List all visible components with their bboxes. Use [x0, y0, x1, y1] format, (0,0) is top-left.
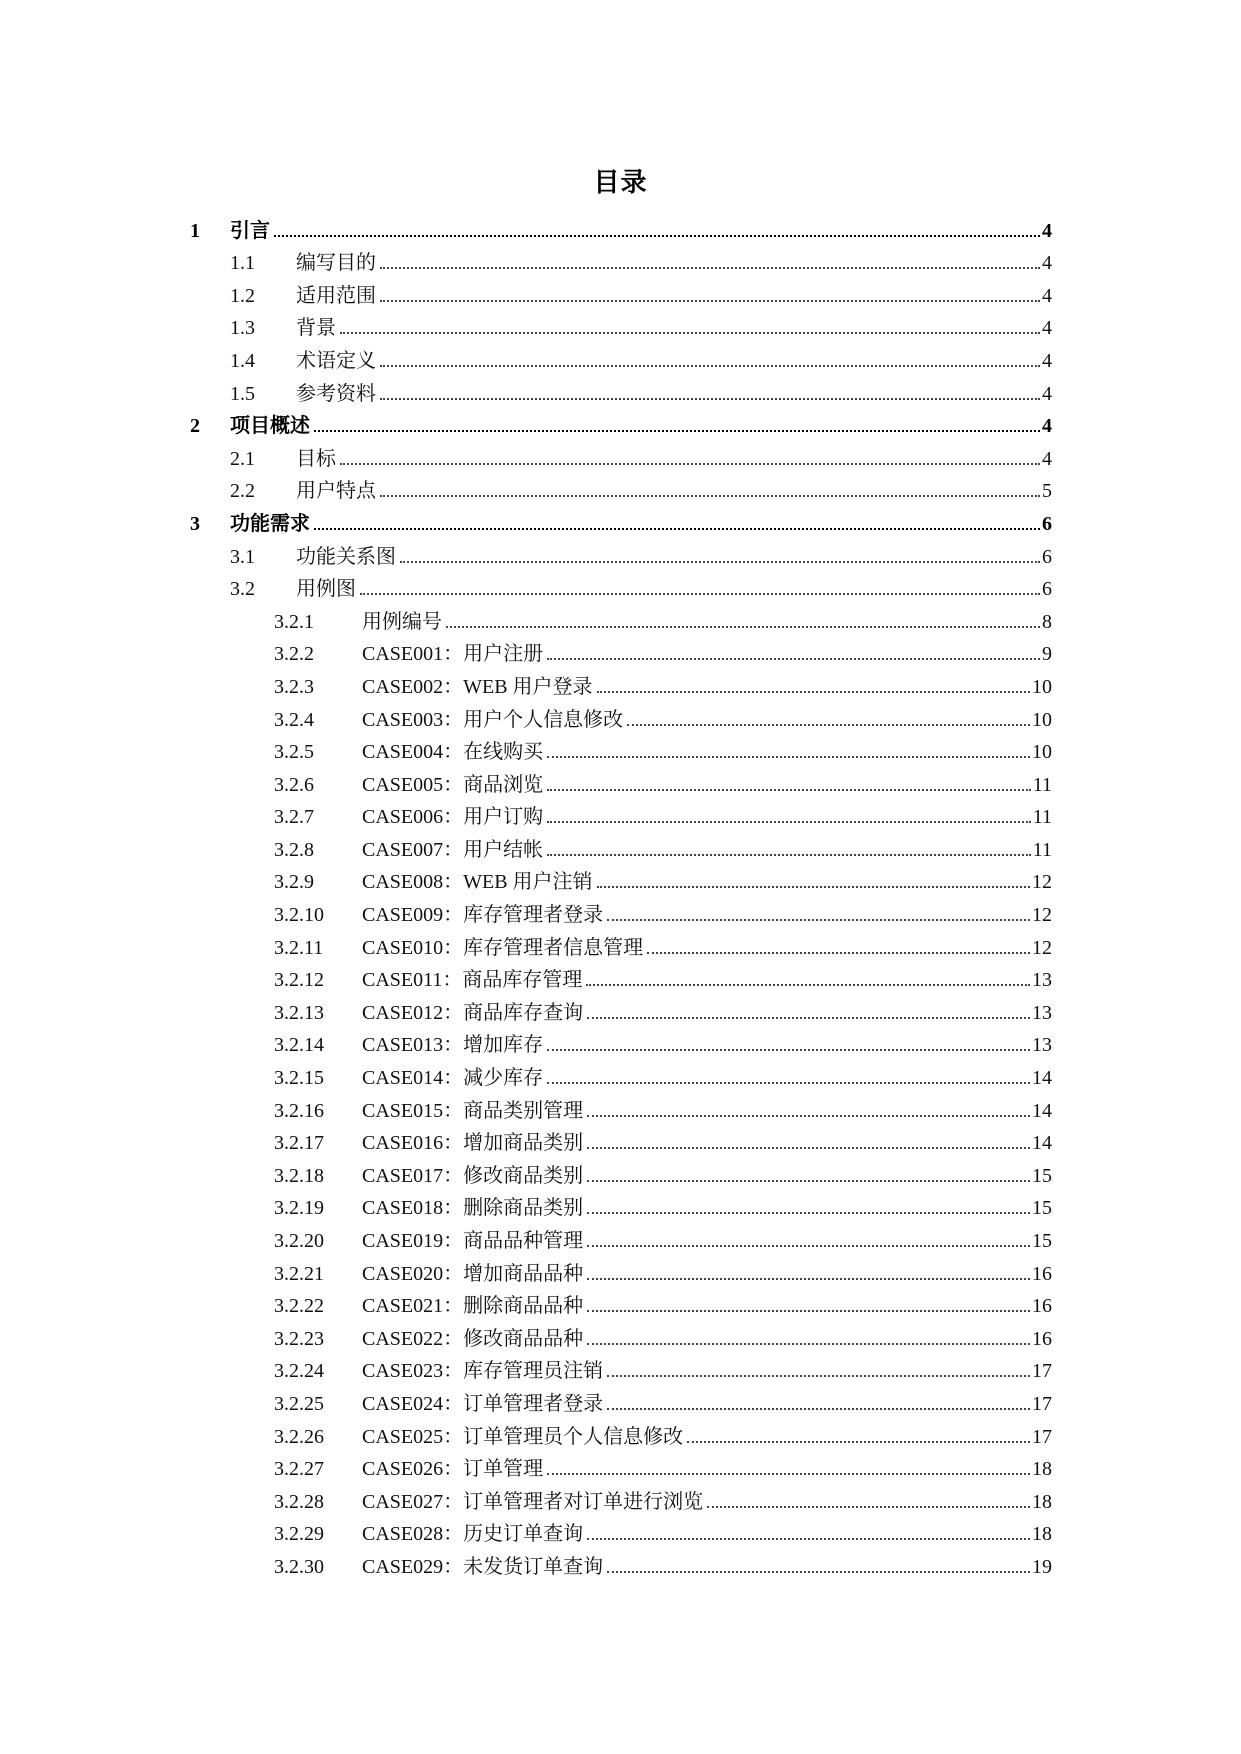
toc-entry-page-number: 4	[1042, 252, 1052, 275]
toc-dot-leader	[380, 365, 1040, 367]
toc-entry-number: 3.2.27	[274, 1458, 324, 1481]
toc-entry-label: 参考资料	[296, 382, 376, 405]
toc-entry-number: 3.2.29	[274, 1523, 324, 1546]
toc-dot-leader	[587, 1147, 1030, 1149]
toc-entry[interactable]	[190, 605, 1052, 638]
toc-entry[interactable]	[190, 1192, 1052, 1225]
toc-dot-leader	[547, 658, 1040, 660]
toc-entry-number: 3.2.24	[274, 1360, 324, 1383]
toc-entry-number: 1.3	[230, 317, 255, 340]
toc-dot-leader	[547, 1473, 1030, 1475]
toc-entry-page-number: 4	[1042, 415, 1052, 438]
toc-entry-page-number: 13	[1032, 969, 1052, 992]
toc-entry-page-number: 6	[1042, 512, 1052, 535]
toc-entry-page-number: 13	[1032, 1034, 1052, 1057]
toc-entry-page-number: 10	[1032, 741, 1052, 764]
toc-entry-page-number: 6	[1042, 545, 1052, 568]
toc-entry-number: 3.1	[230, 545, 255, 568]
toc-dot-leader	[380, 398, 1040, 400]
toc-entry-page-number: 17	[1032, 1392, 1052, 1415]
toc-entry[interactable]	[190, 1094, 1052, 1127]
toc-entry[interactable]	[190, 898, 1052, 931]
toc-entry-page-number: 15	[1032, 1230, 1052, 1252]
toc-entry-number: 3	[190, 512, 200, 535]
toc-entry-page-number: 6	[1042, 578, 1052, 601]
toc-entry[interactable]	[190, 540, 1052, 573]
toc-dot-leader	[446, 626, 1040, 628]
toc-entry-label: CASE028：历史订单查询	[362, 1523, 584, 1546]
toc-entry-number: 3.2.28	[274, 1490, 324, 1513]
toc-entry[interactable]	[190, 1387, 1052, 1420]
toc-dot-leader	[314, 528, 1040, 530]
toc-dot-leader	[547, 756, 1030, 758]
toc-dot-leader	[340, 463, 1040, 465]
toc-entry-label: CASE016：增加商品类别	[362, 1132, 584, 1155]
toc-dot-leader	[380, 300, 1040, 302]
toc-dot-leader	[314, 430, 1040, 432]
toc-entry-label: CASE018：删除商品类别	[362, 1197, 584, 1220]
toc-entry-page-number: 8	[1042, 610, 1052, 633]
toc-entry-label: CASE008：WEB 用户注销	[362, 871, 593, 894]
toc-entry-page-number: 18	[1032, 1458, 1052, 1481]
toc-entry-label: CASE004：在线购买	[362, 741, 544, 764]
toc-entry-label: CASE015：商品类别管理	[362, 1099, 584, 1122]
toc-entry-page-number: 12	[1032, 904, 1052, 927]
toc-entry[interactable]	[190, 475, 1052, 508]
toc-dot-leader	[340, 332, 1040, 334]
toc-entry-label: CASE017：修改商品类别	[362, 1164, 584, 1187]
toc-entry-page-number: 14	[1032, 1067, 1052, 1090]
toc-entry-number: 3.2.18	[274, 1164, 324, 1187]
toc-dot-leader	[587, 1343, 1030, 1345]
toc-entry-number: 3.2	[230, 578, 255, 601]
toc-entry[interactable]	[190, 1322, 1052, 1355]
toc-dot-leader	[586, 984, 1030, 986]
toc-entry-label: CASE027：订单管理者对订单进行浏览	[362, 1490, 704, 1513]
toc-entry-label: 项目概述	[230, 415, 310, 438]
toc-entry[interactable]	[190, 833, 1052, 866]
toc-dot-leader	[547, 821, 1031, 823]
toc-entry[interactable]	[190, 573, 1052, 606]
toc-entry-label: CASE009：库存管理者登录	[362, 904, 604, 927]
toc-entry[interactable]	[190, 247, 1052, 280]
toc-entry[interactable]	[190, 442, 1052, 475]
toc-entry-number: 3.2.23	[274, 1327, 324, 1350]
toc-entry-number: 3.2.16	[274, 1099, 324, 1122]
toc-entry[interactable]	[190, 410, 1052, 443]
toc-entry-page-number: 4	[1042, 447, 1052, 470]
toc-dot-leader	[547, 789, 1031, 791]
toc-entry-number: 3.2.26	[274, 1425, 324, 1448]
toc-entry[interactable]	[190, 1290, 1052, 1323]
toc-entry-number: 3.2.19	[274, 1197, 324, 1220]
toc-entry-number: 3.2.14	[274, 1034, 324, 1057]
toc-dot-leader	[587, 1310, 1030, 1312]
toc-entry-number: 1	[190, 219, 200, 242]
toc-entry-label: CASE020：增加商品品种	[362, 1262, 584, 1285]
toc-entry-label: 功能需求	[230, 512, 310, 535]
toc-entry[interactable]	[190, 801, 1052, 834]
toc-entry-page-number: 4	[1042, 349, 1052, 372]
toc-entry-page-number: 4	[1042, 284, 1052, 307]
toc-entry-page-number: 11	[1032, 773, 1052, 796]
toc-entry-label: 术语定义	[296, 349, 376, 372]
toc-entry-page-number: 12	[1032, 871, 1052, 894]
toc-entry[interactable]	[190, 1518, 1052, 1551]
toc-entry-label: 背景	[296, 317, 336, 340]
toc-entry-page-number: 17	[1032, 1360, 1052, 1383]
toc-entry-label: CASE026：订单管理	[362, 1458, 544, 1481]
toc-entry-number: 1.1	[230, 252, 255, 275]
toc-entry-label: CASE019：商品品种管理	[362, 1230, 584, 1252]
toc-entry-number: 3.2.17	[274, 1132, 324, 1155]
toc-entry-label: 适用范围	[296, 284, 376, 307]
toc-entry-page-number: 18	[1032, 1523, 1052, 1546]
toc-entry[interactable]	[190, 1420, 1052, 1453]
toc-entry-page-number: 15	[1032, 1197, 1052, 1220]
toc-entry[interactable]	[190, 703, 1052, 736]
toc-dot-leader	[547, 1082, 1030, 1084]
toc-entry-page-number: 5	[1042, 480, 1052, 503]
toc-entry-number: 3.2.21	[274, 1262, 324, 1285]
toc-entry[interactable]	[190, 312, 1052, 345]
toc-entry[interactable]	[190, 1029, 1052, 1062]
toc-entry-page-number: 10	[1032, 708, 1052, 731]
toc-entry-label: CASE024：订单管理者登录	[362, 1392, 604, 1415]
toc-entry-label: CASE006：用户订购	[362, 806, 544, 829]
toc-dot-leader	[274, 235, 1040, 237]
toc-entry[interactable]	[190, 1485, 1052, 1518]
toc-entry-number: 1.4	[230, 349, 255, 372]
toc-entry-page-number: 15	[1032, 1164, 1052, 1187]
toc-entry-number: 3.2.22	[274, 1295, 324, 1318]
toc-entry[interactable]	[190, 1550, 1052, 1583]
toc-dot-leader	[627, 724, 1030, 726]
toc-entry-label: CASE007：用户结帐	[362, 838, 544, 861]
toc-entry-page-number: 11	[1032, 838, 1052, 861]
toc-dot-leader	[587, 1212, 1030, 1214]
toc-entry-page-number: 16	[1032, 1262, 1052, 1285]
toc-dot-leader	[647, 952, 1030, 954]
toc-entry-number: 3.2.20	[274, 1230, 324, 1252]
toc-entry-label: CASE012：商品库存查询	[362, 1001, 584, 1024]
toc-dot-leader	[587, 1538, 1030, 1540]
toc-entry[interactable]	[190, 638, 1052, 671]
toc-dot-leader	[607, 1571, 1030, 1573]
toc-entry-page-number: 10	[1032, 675, 1052, 698]
toc-entry[interactable]	[190, 1127, 1052, 1160]
toc-entry-page-number: 16	[1032, 1295, 1052, 1318]
toc-entry[interactable]	[190, 1453, 1052, 1486]
toc-entry-page-number: 4	[1042, 219, 1052, 242]
toc-entry-number: 3.2.10	[274, 904, 324, 927]
table-of-contents	[190, 214, 1052, 1583]
toc-dot-leader	[587, 1115, 1030, 1117]
toc-dot-leader	[597, 886, 1030, 888]
toc-entry-number: 3.2.6	[274, 773, 314, 796]
toc-entry-number: 2	[190, 415, 200, 438]
toc-entry-page-number: 11	[1032, 806, 1052, 829]
toc-entry[interactable]	[190, 1159, 1052, 1192]
toc-entry-label: CASE005：商品浏览	[362, 773, 544, 796]
toc-entry[interactable]	[190, 1257, 1052, 1290]
toc-entry[interactable]	[190, 377, 1052, 410]
toc-dot-leader	[380, 495, 1040, 497]
toc-entry-number: 3.2.4	[274, 708, 314, 731]
toc-dot-leader	[547, 854, 1031, 856]
toc-entry-number: 3.2.1	[274, 610, 314, 633]
toc-entry-page-number: 13	[1032, 1001, 1052, 1024]
toc-entry-label: CASE025：订单管理员个人信息修改	[362, 1425, 684, 1448]
toc-entry-number: 2.1	[230, 447, 255, 470]
toc-entry-number: 3.2.30	[274, 1555, 324, 1578]
toc-entry-label: 功能关系图	[296, 545, 396, 568]
toc-entry-page-number: 12	[1032, 936, 1052, 959]
toc-entry-page-number: 19	[1032, 1555, 1052, 1578]
toc-entry-label: CASE001：用户注册	[362, 643, 544, 666]
toc-entry-label: CASE011：商品库存管理	[362, 969, 583, 992]
toc-dot-leader	[587, 1180, 1030, 1182]
toc-dot-leader	[380, 267, 1040, 269]
toc-entry-number: 3.2.9	[274, 871, 314, 894]
toc-entry[interactable]	[190, 931, 1052, 964]
toc-entry-page-number: 14	[1032, 1132, 1052, 1155]
toc-entry-label: CASE022：修改商品品种	[362, 1327, 584, 1350]
toc-entry-label: CASE002：WEB 用户登录	[362, 675, 593, 698]
toc-dot-leader	[607, 919, 1030, 921]
toc-entry-number: 3.2.7	[274, 806, 314, 829]
toc-entry-page-number: 14	[1032, 1099, 1052, 1122]
toc-entry[interactable]	[190, 1061, 1052, 1094]
toc-entry[interactable]	[190, 344, 1052, 377]
toc-entry-number: 3.2.12	[274, 969, 324, 992]
toc-entry-page-number: 4	[1042, 382, 1052, 405]
toc-entry[interactable]	[190, 279, 1052, 312]
toc-entry-label: CASE010：库存管理者信息管理	[362, 936, 644, 959]
toc-entry[interactable]	[190, 214, 1052, 247]
toc-entry-number: 3.2.3	[274, 675, 314, 698]
toc-dot-leader	[587, 1017, 1030, 1019]
toc-dot-leader	[360, 593, 1040, 595]
toc-dot-leader	[587, 1278, 1030, 1280]
toc-entry[interactable]	[190, 964, 1052, 997]
toc-entry-label: 编写目的	[296, 252, 376, 275]
toc-entry-number: 3.2.15	[274, 1067, 324, 1090]
toc-entry-number: 3.2.11	[274, 936, 324, 959]
toc-entry-number: 2.2	[230, 480, 255, 503]
toc-entry[interactable]	[190, 1355, 1052, 1388]
toc-entry-number: 3.2.25	[274, 1392, 324, 1415]
toc-entry[interactable]	[190, 736, 1052, 769]
toc-entry-label: CASE023：库存管理员注销	[362, 1360, 604, 1383]
toc-dot-leader	[400, 561, 1040, 563]
toc-entry-page-number: 17	[1032, 1425, 1052, 1448]
toc-entry-label: CASE003：用户个人信息修改	[362, 708, 624, 731]
toc-entry-number: 1.2	[230, 284, 255, 307]
toc-entry-page-number: 18	[1032, 1490, 1052, 1513]
toc-dot-leader	[607, 1375, 1030, 1377]
toc-entry-label: CASE021：删除商品品种	[362, 1295, 584, 1318]
toc-dot-leader	[707, 1506, 1030, 1508]
toc-entry-label: 目标	[296, 447, 336, 470]
toc-dot-leader	[547, 1049, 1030, 1051]
toc-entry-label: CASE029：未发货订单查询	[362, 1555, 604, 1578]
toc-entry-page-number: 9	[1042, 643, 1052, 666]
toc-entry-label: 用例图	[296, 578, 356, 601]
toc-entry-label: CASE013：增加库存	[362, 1034, 544, 1057]
toc-dot-leader	[587, 1245, 1030, 1247]
toc-entry-label: 用户特点	[296, 480, 376, 503]
toc-entry-number: 3.2.5	[274, 741, 314, 764]
toc-entry-number: 1.5	[230, 382, 255, 405]
toc-entry[interactable]	[190, 507, 1052, 540]
toc-entry-label: 用例编号	[362, 610, 442, 633]
toc-entry[interactable]	[190, 1224, 1052, 1257]
toc-dot-leader	[607, 1408, 1030, 1410]
toc-entry[interactable]	[190, 996, 1052, 1029]
toc-dot-leader	[687, 1441, 1030, 1443]
toc-entry[interactable]	[190, 768, 1052, 801]
toc-dot-leader	[597, 691, 1030, 693]
toc-entry[interactable]	[190, 866, 1052, 899]
toc-entry-page-number: 16	[1032, 1327, 1052, 1350]
toc-title: 目录	[593, 168, 648, 197]
toc-entry-number: 3.2.2	[274, 643, 314, 666]
toc-entry-number: 3.2.13	[274, 1001, 324, 1024]
toc-entry-page-number: 4	[1042, 317, 1052, 340]
toc-entry-label: CASE014：减少库存	[362, 1067, 544, 1090]
toc-entry[interactable]	[190, 670, 1052, 703]
toc-entry-label: 引言	[230, 219, 270, 242]
toc-entry-number: 3.2.8	[274, 838, 314, 861]
